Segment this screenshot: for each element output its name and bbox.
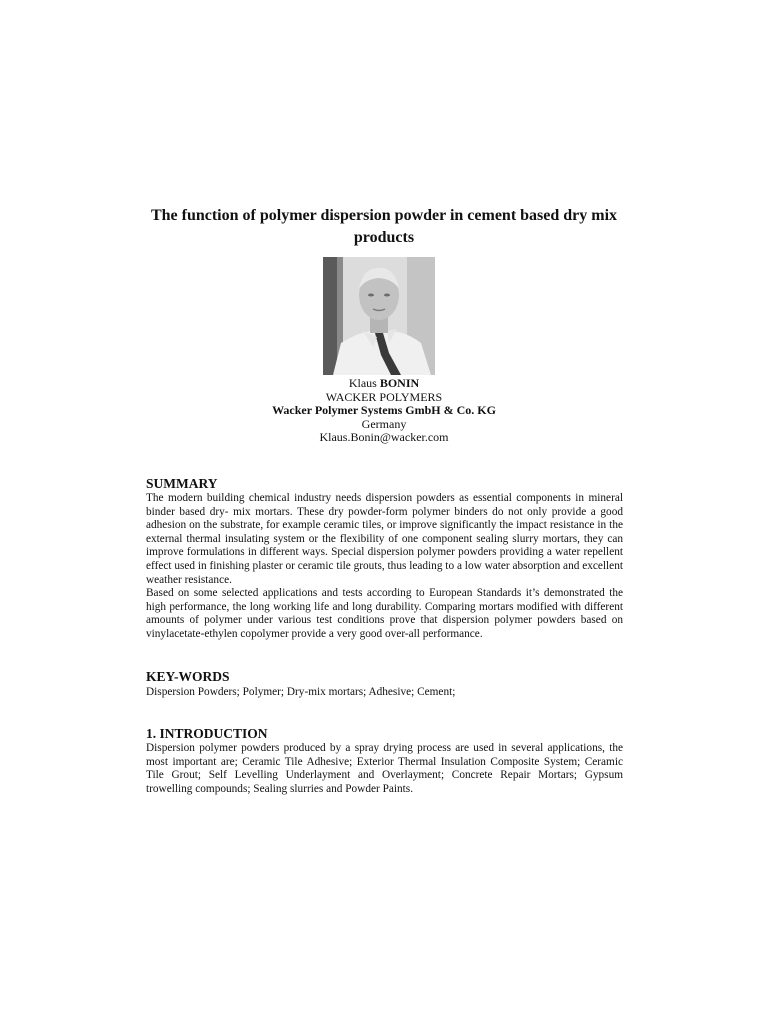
summary-paragraph-1: The modern building chemical industry needs dispersion powders as essential components in mineral binder based dry- mix mortars. These dry powder-form polymer binders do not only provide a good adhesion on the substrate, for example ceramic tiles, or improve significantly the impact resistance in the external thermal insulating system or the flexibility of one component sealing slurry mortars, they can improve formulations in different ways. Special dispersion polymer powders providing a water repellent effect used in finishing plaster or ceramic tile grouts, thus leading to a low water absorption and excellent weather resistance. xyxy=(146,492,623,586)
author-photo xyxy=(323,257,435,375)
keywords-text: Dispersion Powders; Polymer; Dry-mix mortars; Adhesive; Cement; xyxy=(146,686,456,698)
keywords-heading: KEY-WORDS xyxy=(146,669,230,684)
author-country: Germany xyxy=(361,416,407,431)
introduction-paragraph: Dispersion polymer powders produced by a spray drying process are used in several applications, the most important are; Ceramic Tile Adhesive; Exterior Thermal Insulation Composite System; Ceramic Tile Grout; Self Levelling Underlayment and Overlayment; Concrete Repair Mortars; Gypsum trowelling compounds; Sealing slurries and Powder Paints. xyxy=(146,742,623,795)
summary-paragraph-2: Based on some selected applications and tests according to European Standards it’s demonstrated the high performance, the long working life and long durability. Comparing mortars modified with different amounts of polymer under various test conditions prove that dispersion polymer powders based on vinylacetate-ethylen copolymer provide a very good over-all performance. xyxy=(146,587,623,640)
author-organization: Wacker Polymer Systems GmbH & Co. KG xyxy=(272,403,496,417)
author-surname: BONIN xyxy=(379,376,420,390)
author-name xyxy=(140,377,628,391)
introduction-heading: 1. INTRODUCTION xyxy=(146,726,268,741)
author-company: WACKER POLYMERS xyxy=(325,389,443,404)
author-given-name: Klaus xyxy=(348,376,377,390)
paper-title: The function of polymer dispersion powder in cement based dry mix products xyxy=(150,207,618,246)
author-block xyxy=(140,377,628,445)
author-email: Klaus.Bonin@wacker.com xyxy=(319,430,449,444)
summary-heading: SUMMARY xyxy=(146,476,218,491)
